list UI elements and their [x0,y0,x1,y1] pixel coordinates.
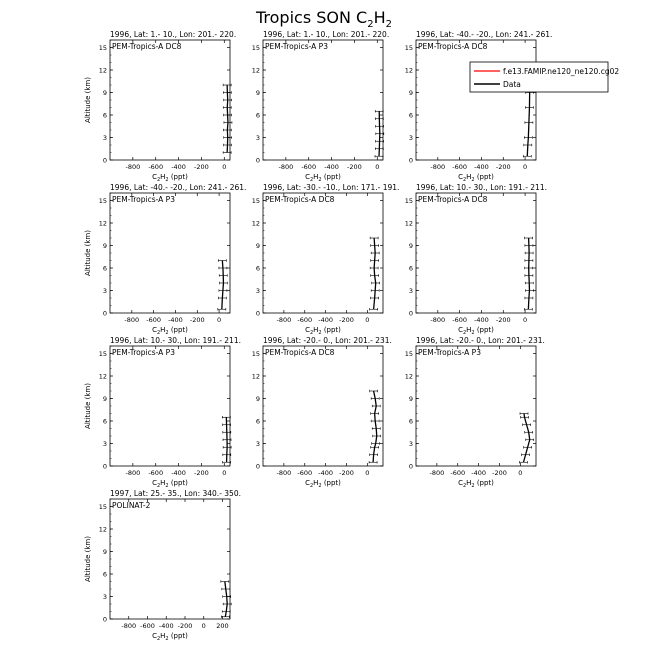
y-tick-label: 9 [255,242,260,250]
x-tick-label: 0 [201,622,206,630]
panel-frame [110,40,230,160]
y-axis-label: Altitude (km) [84,536,92,582]
x-tick-label: 0 [217,316,222,324]
x-tick-label: 0 [365,316,370,324]
y-tick-label: 12 [98,372,107,381]
x-axis-label: $C_2H_2$ (ppt) [152,479,188,489]
x-axis-label: $C_2H_2$ (ppt) [305,326,341,336]
y-tick-label: 12 [98,219,107,228]
panel-campaign-label: PEM-Tropics-A DC8 [418,42,488,51]
panel-header: 1996, Lat: -30.- -10., Lon: 171.- 191. [263,183,400,192]
panel-header: 1996, Lat: -20.- 0., Lon: 201.- 231. [416,336,545,345]
y-axis-label: Altitude (km) [84,383,92,429]
panel-frame [263,193,383,313]
x-tick-label: -600 [452,316,468,324]
y-tick-label: 3 [102,440,107,448]
y-tick-label: 3 [255,287,260,295]
x-tick-label: -200 [194,469,209,477]
panel-campaign-label: PEM-Tropics-A DC8 [418,195,488,204]
data-series-line [227,85,228,153]
panel-frame [263,40,383,160]
panel-campaign-label: PEM-Tropics-A DC8 [265,195,335,204]
y-axis-label: Altitude (km) [84,77,92,123]
panel-campaign-label: PEM-Tropics-A DC8 [112,42,182,51]
y-tick-label: 0 [102,615,107,624]
y-tick-label: 9 [255,395,260,403]
y-tick-label: 12 [251,66,260,75]
chart-panel [252,336,392,489]
y-tick-label: 9 [102,548,107,556]
chart-panel [84,336,241,489]
y-tick-label: 15 [404,350,413,358]
y-tick-label: 0 [102,462,107,471]
y-tick-label: 9 [102,89,107,97]
x-tick-label: -800 [125,469,141,477]
y-tick-label: 15 [98,44,107,52]
y-tick-label: 9 [408,242,413,250]
panel-header: 1996, Lat: -40.- -20., Lon: 241.- 261. [416,30,553,39]
y-tick-label: 15 [251,350,260,358]
y-tick-label: 3 [408,134,413,142]
x-tick-label: -200 [495,316,511,324]
panel-header: 1997, Lat: 25.- 35., Lon: 340.- 350. [110,489,241,498]
x-tick-label: -200 [189,316,205,324]
y-tick-label: 6 [255,111,260,120]
panel-campaign-label: PEM-Tropics-A P3 [265,42,328,51]
y-tick-label: 15 [98,350,107,358]
x-tick-label: -800 [276,316,292,324]
y-tick-label: 6 [102,264,107,273]
x-tick-label: -200 [194,163,209,171]
y-tick-label: 15 [404,44,413,52]
y-tick-label: 15 [251,197,260,205]
x-tick-label: -200 [339,316,354,324]
x-tick-label: -200 [339,469,354,477]
x-tick-label: -400 [171,469,186,477]
x-axis-label: $C_2H_2$ (ppt) [458,479,494,489]
x-axis-label: $C_2H_2$ (ppt) [152,326,188,336]
x-tick-label: -400 [318,469,333,477]
x-tick-label: -800 [121,622,137,630]
x-tick-label: 200 [216,622,229,630]
x-tick-label: 0 [365,469,370,477]
x-axis-label: $C_2H_2$ (ppt) [458,326,494,336]
x-tick-label: -800 [124,316,140,324]
panel-grid [84,30,552,642]
x-tick-label: -400 [324,163,339,171]
x-tick-label: -200 [495,163,511,171]
panel-header: 1996, Lat: 1.- 10., Lon: 201.- 220. [263,30,390,39]
y-tick-label: 12 [251,219,260,228]
y-tick-label: 3 [408,287,413,295]
x-tick-label: 0 [375,163,380,171]
y-tick-label: 12 [404,219,413,228]
y-tick-label: 0 [408,462,413,471]
x-tick-label: -400 [471,469,486,477]
panel-campaign-label: PEM-Tropics-A P3 [418,348,481,357]
x-tick-label: -800 [125,163,141,171]
chart-panel [84,183,246,336]
x-tick-label: -600 [301,163,317,171]
y-axis-label: Altitude (km) [84,230,92,276]
panel-header: 1996, Lat: -20.- 0., Lon: 201.- 231. [263,336,392,345]
y-tick-label: 15 [251,44,260,52]
x-tick-label: -800 [276,469,292,477]
y-tick-label: 6 [408,417,413,426]
x-tick-label: -600 [450,469,466,477]
data-series-line [373,391,377,462]
x-tick-label: 0 [222,469,227,477]
x-tick-label: 0 [222,163,227,171]
y-tick-label: 15 [404,197,413,205]
y-tick-label: 6 [408,111,413,120]
panel-campaign-label: POLINAT-2 [112,501,151,510]
chart-panel [252,183,400,336]
legend-model-label: f.e13.FAMIP.ne120_ne120.cg02 [503,67,620,76]
panel-header: 1996, Lat: 10.- 30., Lon: 191.- 211. [110,336,241,345]
x-tick-label: -200 [492,469,507,477]
y-tick-label: 3 [102,593,107,601]
x-tick-label: -600 [146,316,162,324]
chart-panel [405,336,545,489]
chart-panel [84,30,236,183]
y-tick-label: 12 [404,372,413,381]
x-tick-label: -600 [148,469,164,477]
panel-campaign-label: PEM-Tropics-A P3 [112,195,175,204]
x-tick-label: -600 [148,163,164,171]
panel-frame [416,193,536,313]
panel-frame [110,193,230,313]
x-tick-label: -800 [429,469,445,477]
x-tick-label: -800 [430,163,446,171]
y-tick-label: 0 [102,309,107,318]
x-tick-label: 0 [523,163,528,171]
y-tick-label: 12 [404,66,413,75]
y-tick-label: 6 [255,417,260,426]
panel-campaign-label: PEM-Tropics-A P3 [112,348,175,357]
x-tick-label: -800 [430,316,446,324]
y-tick-label: 0 [255,156,260,165]
y-tick-label: 0 [408,309,413,318]
x-tick-label: -600 [297,469,313,477]
legend [470,62,619,92]
y-tick-label: 12 [251,372,260,381]
x-axis-label: $C_2H_2$ (ppt) [305,479,341,489]
y-tick-label: 9 [408,89,413,97]
panel-header: 1996, Lat: 1.- 10., Lon: 201.- 220. [110,30,237,39]
x-tick-label: -600 [452,163,468,171]
y-tick-label: 3 [408,440,413,448]
data-series-line [528,238,529,309]
y-tick-label: 6 [102,570,107,579]
panel-header: 1996, Lat: -40.- -20., Lon: 241.- 261. [110,183,247,192]
x-axis-label: $C_2H_2$ (ppt) [152,173,188,183]
y-tick-label: 0 [255,309,260,318]
y-tick-label: 3 [102,134,107,142]
x-tick-label: 0 [518,469,523,477]
y-tick-label: 9 [102,395,107,403]
y-tick-label: 3 [255,134,260,142]
x-tick-label: -400 [171,163,186,171]
y-tick-label: 15 [98,197,107,205]
panel-frame [416,346,536,466]
y-tick-label: 6 [102,111,107,120]
x-tick-label: -400 [168,316,183,324]
x-axis-label: $C_2H_2$ (ppt) [152,632,188,642]
x-tick-label: -600 [140,622,155,630]
x-tick-label: -400 [474,316,489,324]
x-tick-label: -600 [297,316,313,324]
x-tick-label: -200 [347,163,362,171]
x-tick-label: -400 [474,163,489,171]
y-tick-label: 0 [102,156,107,165]
x-tick-label: -400 [318,316,333,324]
y-tick-label: 12 [98,66,107,75]
y-tick-label: 6 [102,417,107,426]
y-tick-label: 3 [102,287,107,295]
y-tick-label: 6 [408,264,413,273]
y-tick-label: 0 [408,156,413,165]
y-tick-label: 12 [98,525,107,534]
y-tick-label: 0 [255,462,260,471]
data-series-line [527,85,529,156]
x-tick-label: -800 [278,163,294,171]
data-series-line [374,238,376,309]
x-axis-label: $C_2H_2$ (ppt) [305,173,341,183]
panel-header: 1996, Lat: 10.- 30., Lon: 191.- 211. [416,183,547,192]
chart-panel [84,489,241,642]
panel-frame [263,346,383,466]
x-axis-label: $C_2H_2$ (ppt) [458,173,494,183]
y-tick-label: 9 [102,242,107,250]
x-tick-label: 0 [523,316,528,324]
chart-panel [405,183,547,336]
y-tick-label: 9 [255,89,260,97]
x-tick-label: -200 [177,622,193,630]
y-tick-label: 15 [98,503,107,511]
figure-title: Tropics SON $C_2H_2$ [255,8,393,30]
panel-frame [110,499,230,619]
legend-data-label: Data [503,80,521,89]
panel-frame [416,40,536,160]
panel-frame [110,346,230,466]
chart-panel [252,30,390,183]
panel-campaign-label: PEM-Tropics-A DC8 [265,348,335,357]
y-tick-label: 6 [255,264,260,273]
y-tick-label: 9 [408,395,413,403]
y-tick-label: 3 [255,440,260,448]
x-tick-label: -400 [158,622,174,630]
chart-panel [405,30,553,183]
